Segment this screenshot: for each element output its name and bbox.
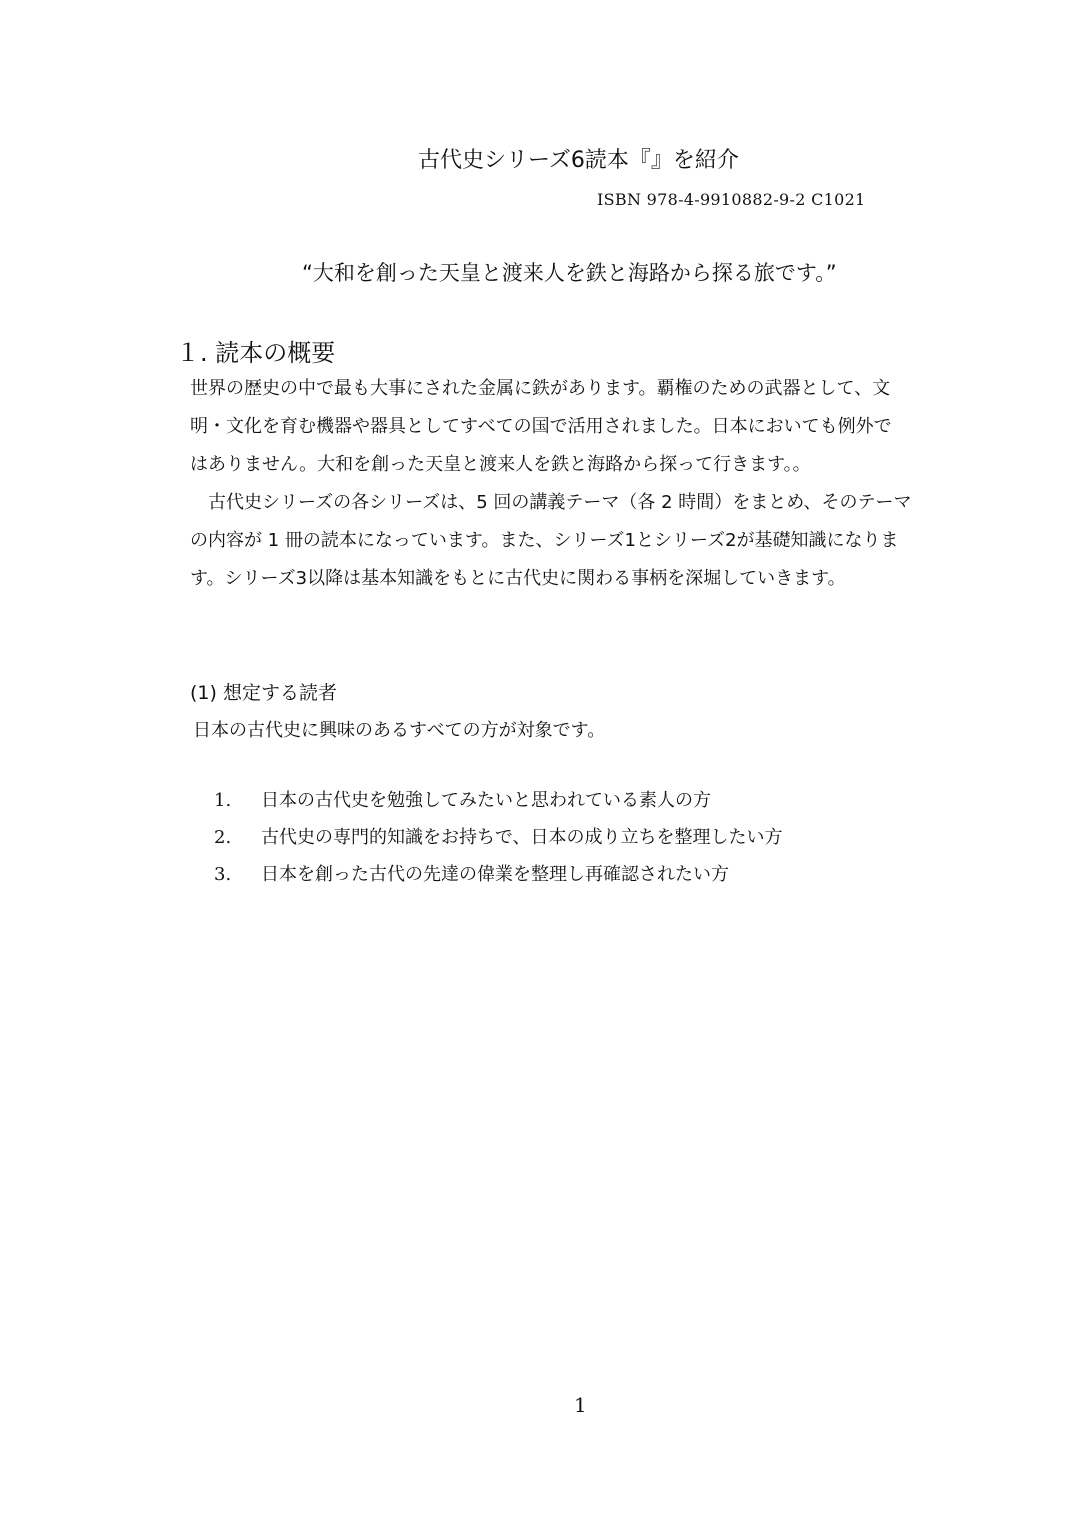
overview-paragraph-2	[190, 484, 1000, 598]
reader-list	[214, 782, 782, 893]
document-title: 古代史シリーズ6読本『』を紹介	[418, 148, 739, 173]
section-heading-overview: １. 読本の概要	[176, 339, 336, 367]
readers-description: 日本の古代史に興味のあるすべての方が対象です。	[193, 720, 606, 741]
paragraph-line: 世界の歴史の中で最も大事にされた金属に鉄があります。覇権のための武器として、文	[190, 378, 891, 399]
list-item-text: 日本の古代史を勉強してみたいと思われている素人の方	[261, 790, 711, 811]
paragraph-line: 明・文化を育む機器や器具としてすべての国で活用されました。日本においても例外で	[190, 416, 892, 437]
list-item-text: 日本を創った古代の先達の偉業を整理し再確認されたい方	[261, 864, 729, 885]
list-item-text: 古代史の専門的知識をお持ちで、日本の成り立ちを整理したい方	[261, 827, 783, 848]
list-item-number: 2.	[214, 827, 232, 848]
list-item	[214, 782, 782, 819]
isbn-code: ISBN 978-4-9910882-9-2 C1021	[597, 190, 866, 209]
list-item-number: 1.	[214, 790, 232, 811]
paragraph-line: はありません。大和を創った天皇と渡来人を鉄と海路から探って行きます。。	[190, 454, 811, 475]
tagline: “大和を創った天皇と渡来人を鉄と海路から探る旅です。”	[302, 261, 837, 285]
list-item	[214, 819, 782, 856]
paragraph-line: の内容が 1 冊の読本になっています。また、シリーズ1とシリーズ2が基礎知識になりま	[190, 530, 899, 551]
page-number: 1	[574, 1393, 587, 1417]
subsection-heading-readers: (1) 想定する読者	[190, 682, 337, 704]
paragraph-line: 古代史シリーズの各シリーズは、5 回の講義テーマ（各 2 時間）をまとめ、そのテーマ	[190, 492, 912, 513]
paragraph-line: す。シリーズ3以降は基本知識をもとに古代史に関わる事柄を深堀していきます。	[190, 568, 846, 589]
list-item-number: 3.	[214, 864, 232, 885]
list-item	[214, 856, 782, 893]
overview-paragraph-1	[190, 370, 1000, 484]
